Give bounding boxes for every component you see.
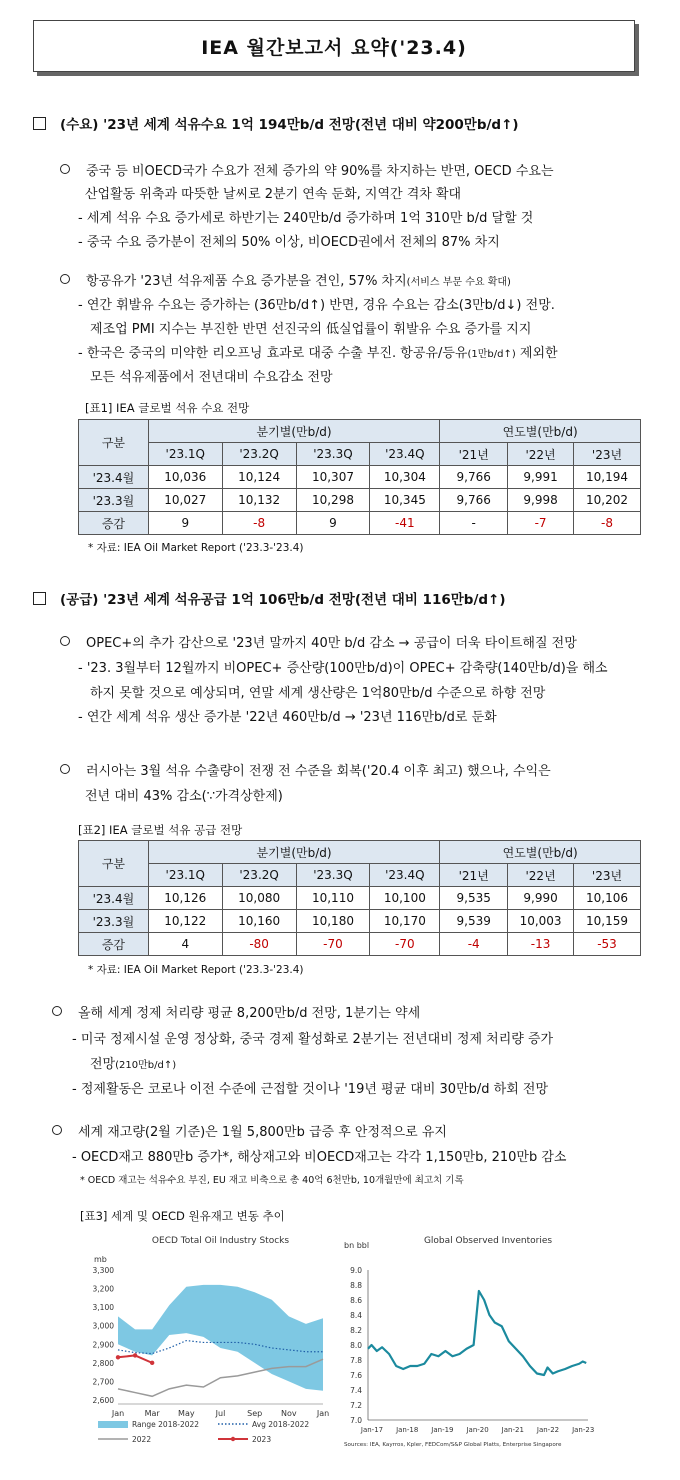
report-title: IEA 월간보고서 요약('23.4) (201, 36, 467, 59)
table-col-header: '23.2Q (222, 864, 296, 887)
table-col-header: '23년 (574, 864, 641, 887)
table-row-header: '23.3월 (79, 489, 149, 512)
table-cell: 10,160 (222, 910, 296, 933)
table-col-header: '23.3Q (296, 864, 370, 887)
table-cell: 10,124 (222, 466, 296, 489)
chart-source: Sources: IEA, Kayrros, Kpler, FEDCom/S&P Global Platts, Enterprise Singapore (344, 1442, 562, 1448)
table-cell: -7 (508, 512, 574, 535)
supply-bullet-2: 러시아는 3월 석유 수출량이 전쟁 전 수준을 회복('20.4 이후 최고) 했으나, 수익은 (60, 760, 551, 779)
x-tick-label: Jul (215, 1409, 226, 1418)
table-row (79, 489, 641, 512)
table-row (79, 466, 641, 489)
demand-sub-4-cont: 모든 석유제품에서 전년대비 수요감소 전망 (90, 370, 333, 385)
legend-label: Avg 2018-2022 (252, 1420, 310, 1429)
x-tick-label: Jan (316, 1409, 330, 1418)
circle-bullet-icon (60, 636, 70, 646)
report-title-box (33, 20, 635, 72)
global-inventories-chart (340, 1232, 598, 1457)
table-row-header: 증감 (79, 933, 149, 956)
y-tick-label: 7.0 (350, 1416, 362, 1425)
table-header-annual: 연도별(만b/d) (440, 841, 641, 864)
demand-sub-2: - 중국 수요 증가분이 전체의 50% 이상, 비OECD권에서 전체의 87% 차지 (78, 235, 500, 250)
inventory-note: * OECD 재고는 석유수요 부진, EU 재고 비축으로 총 40억 6천만b, 10개월만에 최고치 기록 (80, 1175, 464, 1186)
point-2023 (133, 1353, 137, 1357)
demand-sub-3-cont: 제조업 PMI 지수는 부진한 반면 선진국의 低실업률이 휘발유 수요 증가를 지지 (90, 322, 532, 337)
table-row (79, 512, 641, 535)
y-tick-label: 8.2 (350, 1326, 362, 1335)
table-cell: 10,304 (370, 466, 440, 489)
supply-table (78, 840, 641, 956)
table-row (79, 910, 641, 933)
table-col-header: '22년 (508, 443, 574, 466)
table-cell: 10,100 (370, 887, 440, 910)
table1-caption: [표1] IEA 글로벌 석유 수요 전망 (85, 401, 250, 415)
inventory-line (368, 1291, 586, 1375)
table-cell: 10,345 (370, 489, 440, 512)
table-cell: 10,298 (296, 489, 370, 512)
circle-bullet-icon (60, 164, 70, 174)
demand-bullet-1-cont: 산업활동 위축과 따뜻한 날씨로 2분기 연속 둔화, 지역간 격차 확대 (85, 187, 462, 202)
demand-sub-4: - 한국은 중국의 미약한 리오프닝 효과로 대중 수출 부진. 항공유/등유(1만b/d↑) 제외한 (78, 346, 558, 361)
table-header-annual: 연도별(만b/d) (440, 420, 641, 443)
demand-sub-3: - 연간 휘발유 수요는 증가하는 (36만b/d↑) 반면, 경유 수요는 감소(3만b/d↓) 전망. (78, 298, 555, 313)
supply-sub-1-cont: 하지 못할 것으로 예상되며, 연말 세계 생산량은 1억80만b/d 수준으로 하향 전망 (90, 686, 546, 701)
table-cell: 10,170 (370, 910, 440, 933)
table-row (79, 887, 641, 910)
table-row-header: '23.4월 (79, 887, 149, 910)
table-col-header: '21년 (440, 443, 508, 466)
demand-heading: (수요) '23년 세계 석유수요 1억 194만b/d 전망(전년 대비 약200만b/d↑) (33, 113, 519, 133)
y-tick-label: 2,900 (92, 1340, 114, 1350)
y-tick-label: 7.4 (350, 1386, 362, 1395)
supply-sub-2: - 연간 세계 석유 생산 증가분 '22년 460만b/d → '23년 116만b/d로 둔화 (78, 710, 497, 725)
x-tick-label: Mar (144, 1409, 160, 1418)
legend-marker-2023 (231, 1437, 235, 1441)
table-cell: -70 (370, 933, 440, 956)
y-tick-label: 8.8 (350, 1281, 362, 1290)
legend-swatch-range (98, 1421, 128, 1428)
table-header-quarterly: 분기별(만b/d) (148, 420, 439, 443)
table-row-header: '23.3월 (79, 910, 149, 933)
table-col-header: '23.1Q (148, 864, 222, 887)
refining-sub-1-cont: 전망(210만b/d↑) (90, 1057, 177, 1072)
oecd-stocks-chart (80, 1232, 335, 1457)
table-cell: -80 (222, 933, 296, 956)
y-tick-label: 8.4 (350, 1311, 362, 1320)
table-cell: 10,003 (508, 910, 574, 933)
table-cell: 10,202 (574, 489, 641, 512)
y-tick-label: 3,200 (92, 1284, 114, 1294)
y-tick-label: 8.6 (350, 1296, 362, 1305)
point-2023 (116, 1355, 120, 1359)
table-col-header: '23.3Q (296, 443, 370, 466)
demand-sub-1: - 세계 석유 수요 증가세로 하반기는 240만b/d 증가하며 1억 310만 b/d 달할 것 (78, 211, 534, 226)
x-tick-label: Jan-18 (396, 1426, 419, 1434)
table-cell: 10,080 (222, 887, 296, 910)
table-cell: 10,180 (296, 910, 370, 933)
y-tick-label: 9.0 (350, 1266, 362, 1275)
checkbox-square-icon (33, 117, 46, 130)
supply-sub-1: - '23. 3월부터 12월까지 비OPEC+ 증산량(100만b/d)이 OPEC+ 감축량(140만b/d)을 해소 (78, 661, 608, 676)
table1-source: * 자료: IEA Oil Market Report ('23.3-'23.4) (88, 542, 304, 554)
x-tick-label: Jan (111, 1409, 125, 1418)
supply-bullet-1: OPEC+의 추가 감산으로 '23년 말까지 40만 b/d 감소 → 공급이 더욱 타이트해질 전망 (60, 632, 577, 651)
table-cell: 9,766 (440, 489, 508, 512)
table-col-header: '23.4Q (370, 443, 440, 466)
range-band (118, 1285, 323, 1391)
table-cell: 10,159 (574, 910, 641, 933)
legend-label: Range 2018-2022 (132, 1420, 200, 1429)
inventory-sub-1: - OECD재고 880만b 증가*, 해상재고와 비OECD재고는 각각 1,150만b, 210만b 감소 (72, 1150, 567, 1165)
y-axis-label: bn bbl (344, 1241, 370, 1250)
table-col-header: '22년 (508, 864, 574, 887)
legend-label: 2023 (252, 1435, 272, 1444)
x-tick-label: Jan-19 (431, 1426, 454, 1434)
table-row-header: '23.4월 (79, 466, 149, 489)
x-tick-label: Jan-17 (360, 1426, 384, 1434)
table-cell: 10,132 (222, 489, 296, 512)
x-tick-label: May (178, 1409, 195, 1418)
y-tick-label: 2,600 (92, 1396, 114, 1405)
table-cell: 9,766 (440, 466, 508, 489)
table-cell: 10,307 (296, 466, 370, 489)
table-cell: -70 (296, 933, 370, 956)
y-tick-label: 8.0 (350, 1341, 362, 1350)
table-cell: 10,122 (148, 910, 222, 933)
table-row (79, 933, 641, 956)
table-cell: 10,194 (574, 466, 641, 489)
table3-caption: [표3] 세계 및 OECD 원유재고 변동 추이 (80, 1209, 285, 1223)
y-tick-label: 3,300 (92, 1266, 114, 1275)
demand-bullet-1: 중국 등 비OECD국가 수요가 전체 증가의 약 90%를 차지하는 반면, OECD 수요는 (60, 160, 554, 179)
table-cell: -8 (222, 512, 296, 535)
y-tick-label: 3,000 (92, 1321, 114, 1331)
x-tick-label: Jan-23 (572, 1426, 595, 1434)
y-tick-label: 7.2 (350, 1401, 362, 1410)
y-tick-label: 3,100 (92, 1303, 114, 1313)
table-cell: - (440, 512, 508, 535)
y-tick-label: 7.6 (350, 1371, 362, 1380)
table-col-header: '23.1Q (148, 443, 222, 466)
table-col-header: '23년 (574, 443, 641, 466)
x-tick-label: Jan-21 (501, 1426, 524, 1434)
table-cell: 4 (148, 933, 222, 956)
supply-bullet-2-cont: 전년 대비 43% 감소(∵가격상한제) (85, 789, 283, 804)
table-cell: 9,991 (508, 466, 574, 489)
x-tick-label: Nov (281, 1409, 297, 1418)
demand-bullet-2: 항공유가 '23년 석유제품 수요 증가분을 견인, 57% 차지(서비스 부문 수요 확대) (60, 270, 511, 289)
refining-bullet: 올해 세계 정제 처리량 평균 8,200만b/d 전망, 1분기는 약세 (52, 1002, 420, 1021)
table-cell: 10,126 (148, 887, 222, 910)
table-cell: 9 (148, 512, 222, 535)
table-header-group: 구분 (79, 420, 149, 466)
table-cell: 9,998 (508, 489, 574, 512)
circle-bullet-icon (60, 764, 70, 774)
legend-label: 2022 (132, 1435, 152, 1444)
refining-sub-1: - 미국 정제시설 운영 정상화, 중국 경제 활성화로 2분기는 전년대비 정제 처리량 증가 (72, 1032, 554, 1047)
x-tick-label: Jan-20 (466, 1426, 489, 1434)
circle-bullet-icon (52, 1125, 62, 1135)
table2-source: * 자료: IEA Oil Market Report ('23.3-'23.4) (88, 964, 304, 976)
y-tick-label: 2,800 (92, 1358, 114, 1368)
circle-bullet-icon (52, 1006, 62, 1016)
x-tick-label: Jan-22 (536, 1426, 560, 1434)
table-cell: 9 (296, 512, 370, 535)
table2-caption: [표2] IEA 글로벌 석유 공급 전망 (78, 823, 243, 837)
checkbox-square-icon (33, 592, 46, 605)
y-axis-label: mb (94, 1255, 107, 1264)
table-col-header: '23.4Q (370, 864, 440, 887)
table-header-quarterly: 분기별(만b/d) (148, 841, 439, 864)
chart-title: Global Observed Inventories (423, 1236, 553, 1246)
table-cell: 9,535 (440, 887, 508, 910)
table-cell: -53 (574, 933, 641, 956)
table-cell: -4 (440, 933, 508, 956)
refining-sub-2: - 정제활동은 코로나 이전 수준에 근접할 것이나 '19년 평균 대비 30만b/d 하회 전망 (72, 1082, 549, 1097)
x-tick-label: Sep (247, 1409, 263, 1418)
point-2023 (150, 1361, 154, 1365)
table-col-header: '21년 (440, 864, 508, 887)
table-cell: 10,027 (148, 489, 222, 512)
table-row-header: 증감 (79, 512, 149, 535)
table-col-header: '23.2Q (222, 443, 296, 466)
circle-bullet-icon (60, 274, 70, 284)
y-tick-label: 7.8 (350, 1356, 362, 1365)
table-cell: -41 (370, 512, 440, 535)
table-cell: 9,539 (440, 910, 508, 933)
supply-heading: (공급) '23년 세계 석유공급 1억 106만b/d 전망(전년 대비 116만b/d↑) (33, 588, 506, 608)
table-cell: -13 (508, 933, 574, 956)
table-header-group: 구분 (79, 841, 149, 887)
table-cell: 10,036 (148, 466, 222, 489)
demand-table (78, 419, 641, 535)
table-cell: 10,110 (296, 887, 370, 910)
inventory-bullet: 세계 재고량(2월 기준)은 1월 5,800만b 급증 후 안정적으로 유지 (52, 1121, 447, 1140)
table-cell: 10,106 (574, 887, 641, 910)
table-cell: 9,990 (508, 887, 574, 910)
y-tick-label: 2,700 (92, 1377, 114, 1387)
table-cell: -8 (574, 512, 641, 535)
chart-title: OECD Total Oil Industry Stocks (151, 1236, 290, 1246)
